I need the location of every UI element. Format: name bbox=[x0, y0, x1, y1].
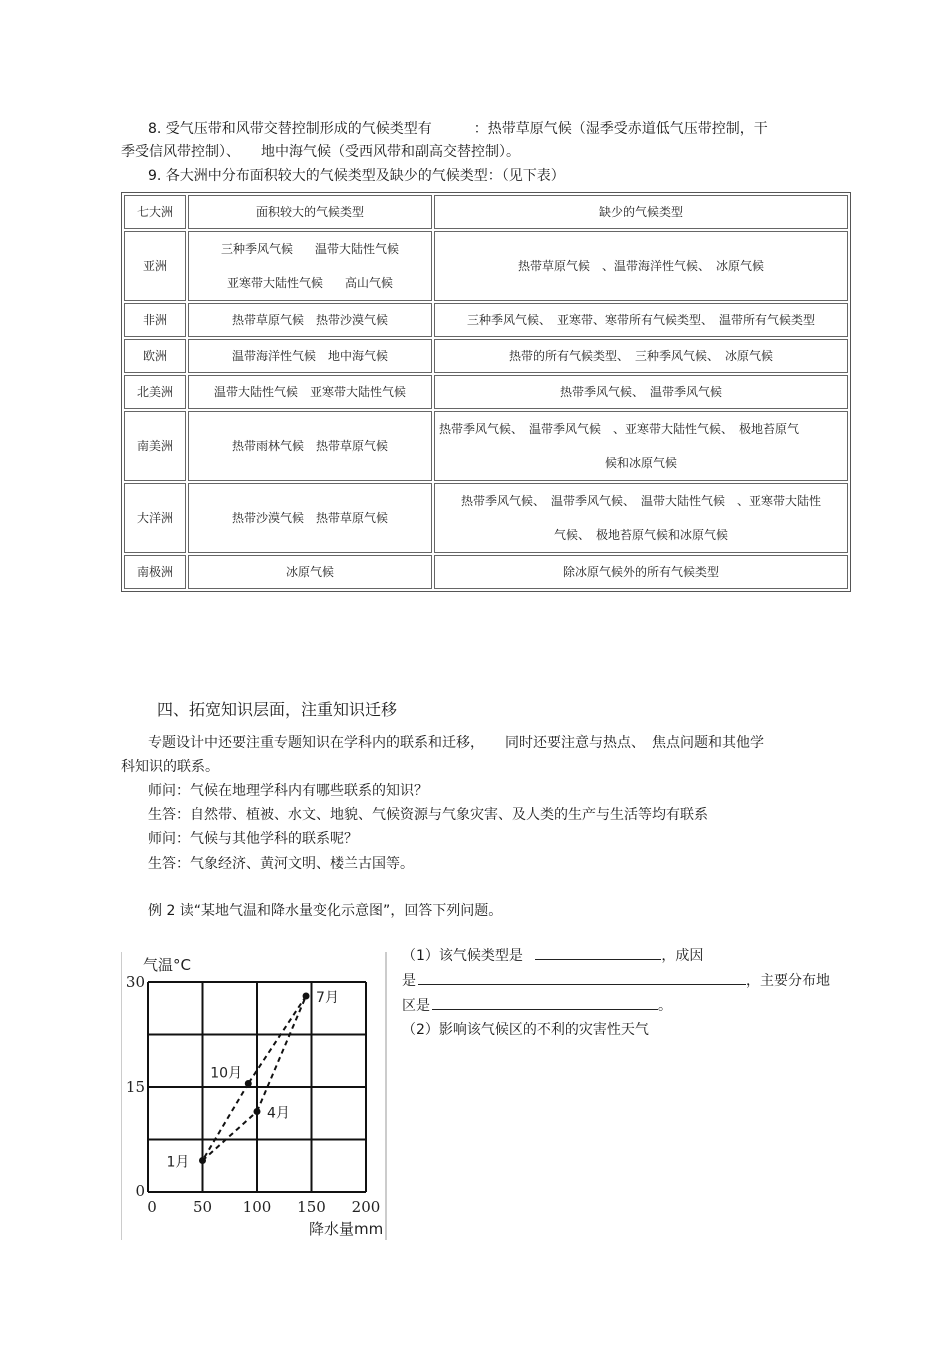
header-large: 面积较大的气候类型 bbox=[188, 195, 432, 229]
temperature-precipitation-chart bbox=[121, 952, 387, 1240]
large-item: 三种季风气候 bbox=[220, 242, 293, 256]
chart-ticks bbox=[126, 973, 380, 1216]
point-label: 1月 bbox=[166, 1154, 190, 1171]
table-row bbox=[124, 555, 848, 589]
section-para-line2: 科知识的联系。 bbox=[121, 759, 219, 775]
large-cell: 温带大陆性气候 亚寒带大陆性气候 bbox=[188, 375, 432, 409]
question-1-line1 bbox=[402, 945, 703, 967]
table-row bbox=[124, 411, 848, 481]
table-row bbox=[124, 303, 848, 337]
lack-cell: 热带草原气候 、温带海洋性气候、 冰原气候 bbox=[434, 231, 848, 301]
y-tick-label: 15 bbox=[125, 1078, 145, 1096]
large-cell: 热带沙漠气候 热带草原气候 bbox=[188, 483, 432, 553]
x-axis-label: 降水量mm bbox=[309, 1220, 384, 1238]
question-2: （2）影响该气候区的不利的灾害性天气 bbox=[402, 1022, 649, 1038]
lack-line: 热带季风气候、 温带季风气候、 温带大陆性气候 、亚寒带大陆性 bbox=[460, 494, 821, 508]
lack-cell: 热带季风气候、 温带季风气候 bbox=[434, 375, 848, 409]
data-point bbox=[254, 1108, 261, 1115]
question-1-line3 bbox=[402, 995, 672, 1017]
point-label: 10月 bbox=[210, 1065, 243, 1082]
qa-line: 师问：气候在地理学科内有哪些联系的知识？ bbox=[148, 783, 428, 799]
table-row bbox=[124, 339, 848, 373]
section-para-line1: 专题设计中还要注重专题知识在学科内的联系和迁移， 同时还要注意与热点、 焦点问题和其他学 bbox=[148, 735, 764, 751]
series-line-segment bbox=[203, 1112, 258, 1161]
y-tick-label: 30 bbox=[125, 973, 145, 991]
header-lack: 缺少的气候类型 bbox=[434, 195, 848, 229]
q1-line3-suffix: 。 bbox=[658, 998, 672, 1014]
point-label: 4月 bbox=[267, 1105, 290, 1122]
data-point bbox=[245, 1080, 252, 1087]
data-point bbox=[199, 1157, 206, 1164]
continent-cell: 亚洲 bbox=[124, 231, 186, 301]
continent-cell: 南美洲 bbox=[124, 411, 186, 481]
lack-line: 热带季风气候、 温带季风气候 、亚寒带大陆性气候、 极地苔原气 bbox=[439, 422, 800, 436]
x-tick-label: 0 bbox=[147, 1198, 157, 1216]
lack-cell: 三种季风气候、 亚寒带、寒带所有气候类型、 温带所有气候类型 bbox=[434, 303, 848, 337]
y-tick-label: 0 bbox=[135, 1182, 145, 1200]
lack-cell: 热带的所有气候类型、 三种季风气候、 冰原气候 bbox=[434, 339, 848, 373]
table-row bbox=[124, 231, 848, 301]
continent-cell: 大洋洲 bbox=[124, 483, 186, 553]
item8-line2: 季受信风带控制）、 地中海气候（受西风带和副高交替控制）。 bbox=[121, 144, 520, 160]
table-row bbox=[124, 375, 848, 409]
continent-cell: 非洲 bbox=[124, 303, 186, 337]
q1-region-blank[interactable] bbox=[432, 995, 658, 1010]
example-prompt: 例 2 读“某地气温和降水量变化示意图”，回答下列问题。 bbox=[148, 903, 503, 919]
large-item: 亚寒带大陆性气候 bbox=[226, 276, 323, 290]
x-tick-label: 200 bbox=[351, 1198, 381, 1216]
large-cell: 热带雨林气候 热带草原气候 bbox=[188, 411, 432, 481]
lack-line: 气候、 极地苔原气候和冰原气候 bbox=[553, 528, 728, 542]
continent-cell: 北美洲 bbox=[124, 375, 186, 409]
series-line-segment bbox=[203, 1084, 249, 1161]
item8-line1: 8. 受气压带和风带交替控制形成的气候类型有 ：热带草原气候（湿季受赤道低气压带控制，干 bbox=[148, 121, 768, 137]
large-cell bbox=[188, 231, 432, 301]
q1-prefix: （1）该气候类型是 bbox=[402, 948, 523, 964]
question-1-line2 bbox=[402, 970, 830, 992]
table-header-row bbox=[124, 195, 848, 229]
q1-line3-prefix: 区是 bbox=[402, 998, 430, 1014]
lack-line: 候和冰原气候 bbox=[604, 456, 677, 470]
lack-cell bbox=[434, 483, 848, 553]
q1-cause-blank[interactable] bbox=[418, 970, 746, 985]
lack-cell bbox=[434, 411, 848, 481]
q1-line2-prefix: 是 bbox=[402, 973, 416, 989]
point-label: 7月 bbox=[316, 990, 339, 1006]
large-item: 温带大陆性气候 bbox=[315, 242, 400, 256]
header-continent: 七大洲 bbox=[124, 195, 186, 229]
qa-line: 生答：自然带、植被、水文、地貌、气候资源与气象灾害、及人类的生产与生活等均有联系 bbox=[148, 807, 708, 823]
series-line-segment bbox=[257, 996, 306, 1112]
qa-line: 生答：气象经济、黄河文明、楼兰古国等。 bbox=[148, 856, 414, 872]
large-item: 高山气候 bbox=[345, 276, 394, 290]
large-cell: 热带草原气候 热带沙漠气候 bbox=[188, 303, 432, 337]
data-point bbox=[303, 993, 310, 1000]
lack-cell: 除冰原气候外的所有气候类型 bbox=[434, 555, 848, 589]
q1-answer-blank[interactable] bbox=[535, 945, 661, 960]
q1-line2-suffix: ，主要分布地 bbox=[746, 973, 830, 989]
table-row bbox=[124, 483, 848, 553]
climate-table bbox=[121, 192, 851, 592]
y-axis-label: 气温°C bbox=[143, 956, 191, 974]
item9: 9. 各大洲中分布面积较大的气候类型及缺少的气候类型：（见下表） bbox=[148, 168, 565, 184]
large-cell: 温带海洋性气候 地中海气候 bbox=[188, 339, 432, 373]
chart-series bbox=[165, 988, 341, 1171]
x-tick-label: 50 bbox=[192, 1198, 213, 1216]
continent-cell: 欧洲 bbox=[124, 339, 186, 373]
x-tick-label: 100 bbox=[242, 1198, 272, 1216]
section-title: 四、拓宽知识层面，注重知识迁移 bbox=[157, 700, 398, 719]
large-cell: 冰原气候 bbox=[188, 555, 432, 589]
q1-suffix: ，成因 bbox=[661, 948, 704, 964]
x-tick-label: 150 bbox=[297, 1198, 326, 1216]
qa-line: 师问：气候与其他学科的联系呢？ bbox=[148, 831, 358, 847]
continent-cell: 南极洲 bbox=[124, 555, 186, 589]
